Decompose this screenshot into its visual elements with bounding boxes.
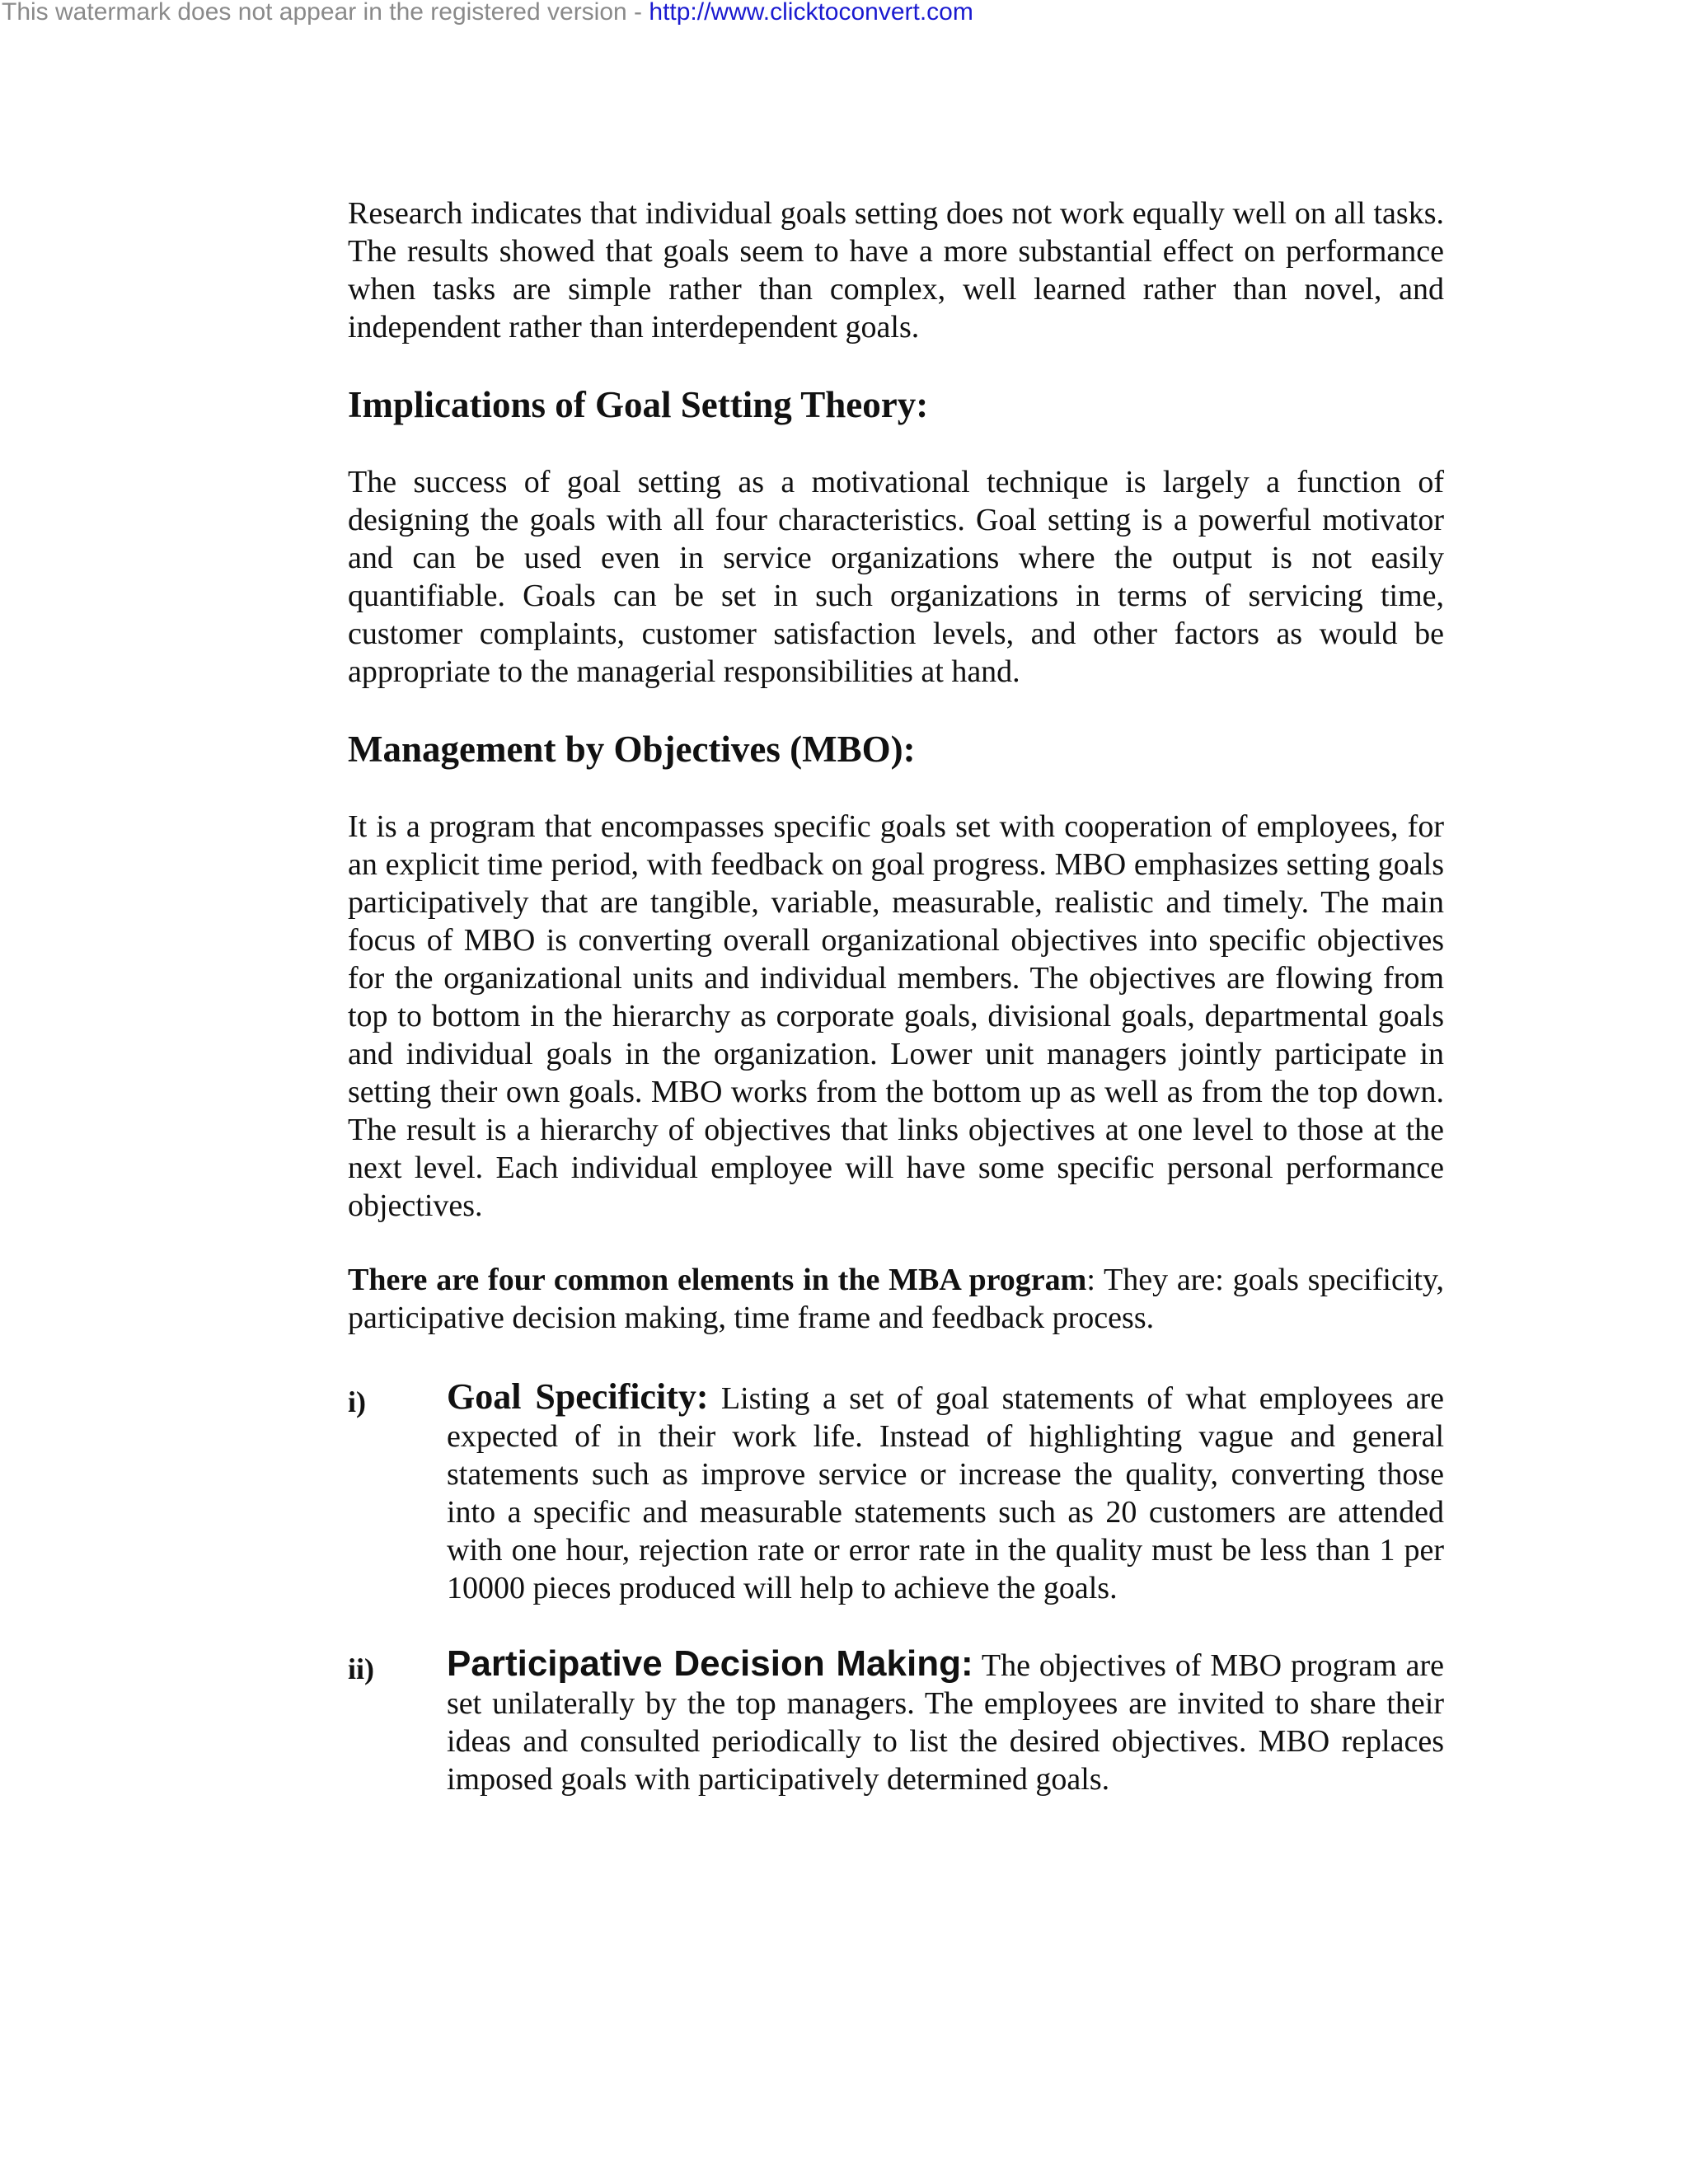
elements-rest: : They are: goals specificity, participative decision making, time frame and feedback process. [348,1263,1444,1335]
implications-paragraph: The success of goal setting as a motivational technique is largely a function of designing the goals with all four characteristics. Goal setting is a powerful motivator and can be used even in service organizations where the output is not easily quantifiable. Goals can be set in such organizations in terms of servicing time, customer complaints, customer satisfaction levels, and other factors as would be appropriate to the managerial responsibilities at hand. [348,465,1444,689]
list-item-body [447,1645,1444,1798]
list-item-body [447,1378,1444,1607]
mbo-paragraph: It is a program that encompasses specific goals set with cooperation of employees, for an explicit time period, with feedback on goal progress. MBO emphasizes setting goals participatively that are tangible, variable, measurable, realistic and timely. The main focus of MBO is converting overall organizational objectives into specific objectives for the organizational units and individual members. The objectives are flowing from top to bottom in the hierarchy as corporate goals, divisional goals, departmental goals and individual goals in the organization. Lower unit managers jointly participate in setting their own goals. MBO works from the bottom up as well as from the top down. The result is a hierarchy of objectives that links objectives at one level to those at the next level. Each individual employee will have some specific personal performance objectives. [348,809,1444,1223]
document-page [348,194,1444,1798]
watermark [2,0,973,26]
list-item [348,1378,1444,1607]
section-heading-implications: Implications of Goal Setting Theory: [348,384,929,425]
list-item-number: i) [348,1385,366,1418]
intro-paragraph: Research indicates that individual goals setting does not work equally well on all tasks. The results showed that goals seem to have a more substantial effect on performance when tasks are simple rather than complex, well learned rather than novel, and independent rather than interdependent goals. [348,196,1444,344]
watermark-link[interactable]: http://www.clicktoconvert.com [649,0,973,26]
list-item-text: Listing a set of goal statements of what employees are expected of in their work life. Instead of highlighting vague and general statements such as improve service or increase the quality, converting those into a specific and measurable statements such as 20 customers are attended with one hour, rejection rate or error rate in the quality must be less than 1 per 10000 pieces produced will help to achieve the goals. [447,1381,1444,1605]
elements-lead: There are four common elements in the MBA program [348,1263,1087,1297]
list-item-number: ii) [348,1652,374,1685]
list-item-text: The objectives of MBO program are set unilaterally by the top managers. The employees are invited to share their ideas and consulted periodically to list the desired objectives. MBO replaces imposed goals with participatively determined goals. [447,1648,1444,1797]
list-item [348,1645,1444,1798]
list-item-title: Goal Specificity: [447,1376,709,1417]
elements-paragraph [348,1261,1444,1337]
watermark-text: This watermark does not appear in the registered version - [2,0,649,26]
section-heading-mbo: Management by Objectives (MBO): [348,729,916,770]
list-item-title: Participative Decision Making: [447,1643,973,1684]
